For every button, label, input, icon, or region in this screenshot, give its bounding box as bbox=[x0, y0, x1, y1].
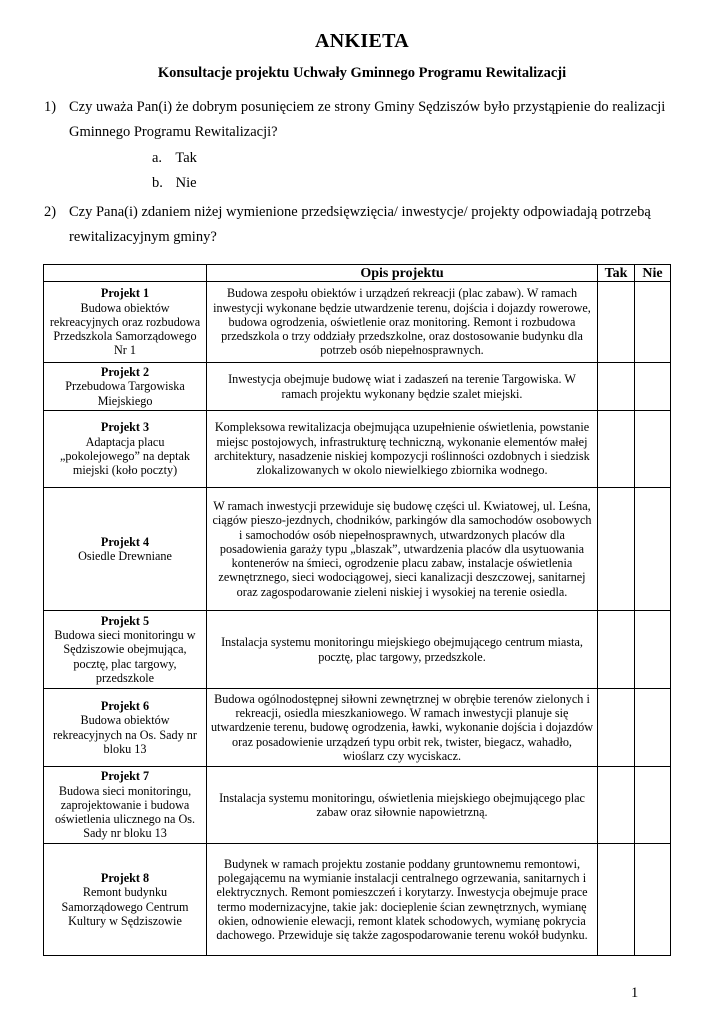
yes-answer-cell[interactable] bbox=[598, 844, 635, 956]
table-row bbox=[44, 282, 671, 363]
yes-answer-cell[interactable] bbox=[598, 611, 635, 689]
project-cell bbox=[44, 488, 207, 611]
project-description: Budynek w ramach projektu zostanie poddany gruntownemu remontowi, polegającemu na wymianie instalacji centralnego ogrzewania, sanitarnych i elektrycznych. Remont pomieszczeń i korytarzy. Inwestycja obejmuje prace termo modernizacyjne, takie jak: docieplenie ścian zewnętrznych, wymianę okien, odnowienie elewacji, remont klatek schodowych, wymianę pokrycia dachowego. Przewiduje się także zagospodarowanie terenu wokół budynku. bbox=[207, 844, 598, 956]
header-yes: Tak bbox=[598, 265, 635, 282]
project-name: Adaptacja placu „pokolejowego” na deptak miejski (koło poczty) bbox=[60, 434, 190, 478]
project-label: Projekt 8 bbox=[100, 870, 150, 885]
project-label: Projekt 7 bbox=[100, 769, 150, 784]
question-text: Czy uważa Pan(i) że dobrym posunięciem ze strony Gminy Sędziszów było przystąpienie do realizacji Gminnego Programu Rewitalizacji? bbox=[69, 99, 666, 140]
project-cell bbox=[44, 282, 207, 363]
project-name: Budowa sieci monitoringu w Sędziszowie obejmująca, pocztę, plac targowy, przedszkole bbox=[54, 628, 196, 685]
yes-answer-cell[interactable] bbox=[598, 411, 635, 488]
page-subtitle: Konsultacje projektu Uchwały Gminnego Programu Rewitalizacji bbox=[157, 65, 567, 81]
option-label: a. bbox=[152, 150, 163, 166]
project-name: Osiedle Drewniane bbox=[78, 549, 172, 563]
header-description: Opis projektu bbox=[207, 265, 598, 282]
yes-answer-cell[interactable] bbox=[598, 282, 635, 363]
project-description: Inwestycja obejmuje budowę wiat i zadaszeń na terenie Targowiska. W ramach projektu wykonany będzie szalet miejski. bbox=[207, 363, 598, 411]
project-label: Projekt 5 bbox=[100, 613, 150, 628]
project-name: Remont budynku Samorządowego Centrum Kultury w Sędziszowie bbox=[61, 885, 189, 928]
project-description: Budowa ogólnodostępnej siłowni zewnętrznej w obrębie terenów zielonych i rekreacji, osiedla mieszkaniowego. W ramach inwestycji planuje się utwardzenie terenu, budowę ogrodzenia, ławki, wykonanie dojścia i dojazdów oraz posadowienie urządzeń typu orbit rek, twister, biegacz, wahadło, wioślarz czy wyciskacz. bbox=[207, 689, 598, 767]
question-number: 1) bbox=[44, 99, 57, 115]
project-label: Projekt 3 bbox=[100, 420, 150, 435]
project-label: Projekt 2 bbox=[100, 365, 150, 380]
project-name: Budowa sieci monitoringu, zaprojektowanie i budowa oświetlenia ulicznego na Os. Sady nr bloku 13 bbox=[54, 783, 196, 841]
no-answer-cell[interactable] bbox=[635, 411, 671, 488]
project-label: Projekt 6 bbox=[100, 698, 150, 713]
table-row bbox=[44, 363, 671, 411]
option-text: Nie bbox=[175, 175, 197, 191]
yes-answer-cell[interactable] bbox=[598, 767, 635, 844]
project-cell bbox=[44, 767, 207, 844]
yes-answer-cell[interactable] bbox=[598, 689, 635, 767]
option-text: Tak bbox=[175, 150, 197, 166]
question-2 bbox=[44, 200, 694, 250]
no-answer-cell[interactable] bbox=[635, 488, 671, 611]
table-row bbox=[44, 844, 671, 956]
table-row bbox=[44, 488, 671, 611]
header-no: Nie bbox=[635, 265, 671, 282]
option-no[interactable] bbox=[152, 175, 197, 192]
project-description: Budowa zespołu obiektów i urządzeń rekreacji (plac zabaw). W ramach inwestycji wykonane będzie utwardzenie terenu, dojścia i dojazdy rowerowe, budowa ogrodzenia, oświetlenie oraz monitoring. Remont i rozbudowa przedszkola o trzy oddziały przedszkolne, oraz dostosowanie budynku dla potrzeb osób niepełnosprawnych. bbox=[207, 282, 598, 363]
project-description: Kompleksowa rewitalizacja obejmująca uzupełnienie oświetlenia, powstanie miejsc postojowych, infrastrukturę techniczną, wykonanie elementów małej architektury, nasadzenie niskiej kompozycji roślinności ozdobnych i siedzisk zlokalizowanych w okolo niewielkiego zbiornika wodnego. bbox=[207, 411, 598, 488]
no-answer-cell[interactable] bbox=[635, 689, 671, 767]
question-text: Czy Pana(i) zdaniem niżej wymienione przedsięwzięcia/ inwestycje/ projekty odpowiadają potrzebą rewitalizacyjnym gminy? bbox=[69, 204, 651, 245]
header-name bbox=[44, 265, 207, 282]
no-answer-cell[interactable] bbox=[635, 767, 671, 844]
no-answer-cell[interactable] bbox=[635, 611, 671, 689]
table-row bbox=[44, 411, 671, 488]
table-row bbox=[44, 767, 671, 844]
page-number: 1 bbox=[631, 985, 639, 1001]
project-cell bbox=[44, 611, 207, 689]
option-label: b. bbox=[152, 175, 163, 191]
project-description: W ramach inwestycji przewiduje się budowę części ul. Kwiatowej, ul. Leśna, ciągów pieszo-jezdnych, chodników, parkingów dla samochodów osobowych i samochodów osób niepełnosprawnych, utwardzonych placów dla posadowienia garaży typu „blaszak”, utwardzenia placów dla usytuowania kontenerów na śmieci, ogrodzenie placu zabaw, instalacje oświetlenia zewnętrznego, sieci wodociągowej, sieci kanalizacji deszczowej, sanitarnej oraz zagospodarowanie zieleni niskiej i wysokiej na terenie osiedla. bbox=[207, 488, 598, 611]
project-description: Instalacja systemu monitoringu, oświetlenia miejskiego obejmującego plac zabaw oraz siłownie napowietrzną. bbox=[207, 767, 598, 844]
project-name: Budowa obiektów rekreacyjnych na Os. Sady nr bloku 13 bbox=[53, 713, 197, 756]
project-cell bbox=[44, 411, 207, 488]
project-label: Projekt 1 bbox=[100, 286, 150, 301]
projects-table bbox=[43, 264, 671, 956]
no-answer-cell[interactable] bbox=[635, 844, 671, 956]
project-description: Instalacja systemu monitoringu miejskiego obejmującego centrum miasta, pocztę, plac targowy, przedszkole. bbox=[207, 611, 598, 689]
project-cell bbox=[44, 844, 207, 956]
yes-answer-cell[interactable] bbox=[598, 363, 635, 411]
project-name: Przebudowa Targowiska Miejskiego bbox=[65, 379, 185, 408]
no-answer-cell[interactable] bbox=[635, 363, 671, 411]
option-yes[interactable] bbox=[152, 150, 197, 167]
table-row bbox=[44, 689, 671, 767]
yes-answer-cell[interactable] bbox=[598, 488, 635, 611]
page-title: ANKIETA bbox=[315, 30, 409, 52]
question-1 bbox=[44, 95, 694, 145]
project-cell bbox=[44, 363, 207, 411]
table-header-row bbox=[44, 265, 671, 282]
project-cell bbox=[44, 689, 207, 767]
project-label: Projekt 4 bbox=[100, 534, 150, 549]
no-answer-cell[interactable] bbox=[635, 282, 671, 363]
project-name: Budowa obiektów rekreacyjnych oraz rozbudowa Przedszkola Samorządowego Nr 1 bbox=[49, 300, 201, 358]
question-number: 2) bbox=[44, 204, 57, 220]
table-row bbox=[44, 611, 671, 689]
